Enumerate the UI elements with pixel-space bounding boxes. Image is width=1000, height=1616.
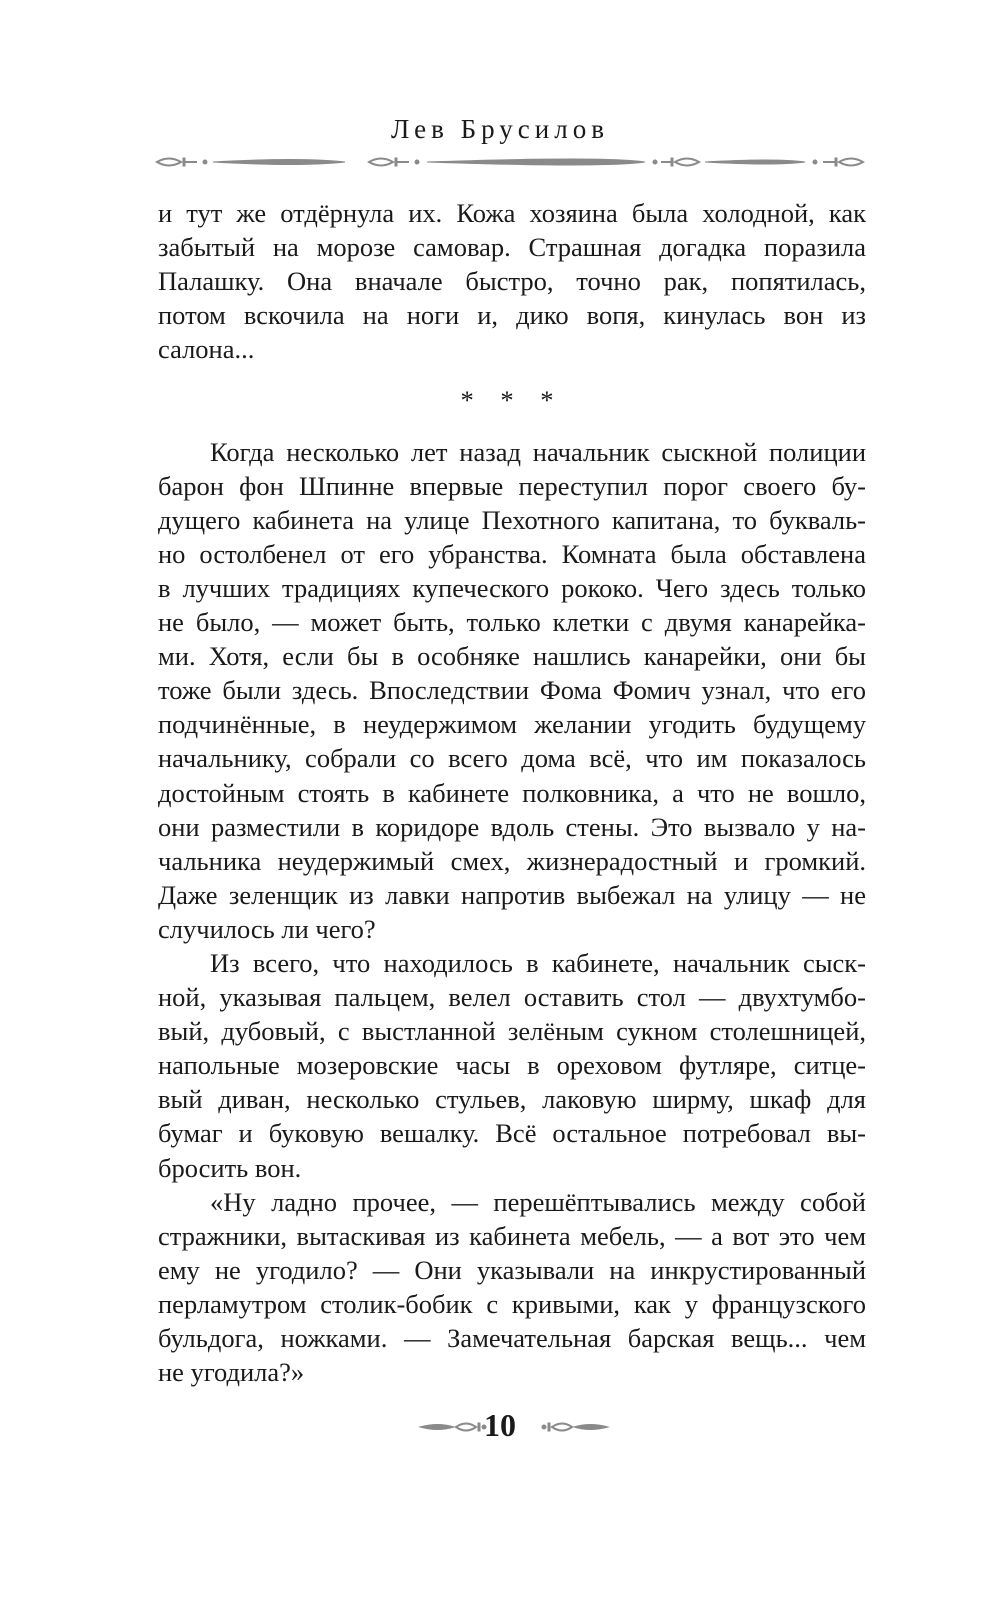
blank-line [158, 366, 866, 383]
text-line: не угодила?» [158, 1357, 305, 1388]
text-line: перламутром столик-бобик с кривыми, как у французского [158, 1288, 866, 1319]
text-line: тоже были здесь. Впоследствии Фома Фомич узнал, что его [158, 675, 866, 706]
text-line: ми. Хотя, если бы в особняке нашлись канарейки, они бы [158, 641, 866, 672]
text-line: забытый на морозе самовар. Страшная догадка поразила [158, 232, 866, 263]
page-footer [0, 1405, 1000, 1449]
text-line: Из всего, что находилось в кабинете, начальник сыск- [210, 947, 866, 978]
text-line: потом вскочила на ноги и, дико вопя, кинулась вон из [158, 300, 866, 331]
text-line: стражники, вытаскивая из кабинета мебель, — а вот это чем [158, 1220, 866, 1251]
text-line: вый диван, несколько стульев, лаковую ширму, шкаф для [158, 1084, 866, 1115]
text-line: барон фон Шпинне впервые переступил порог своего бу- [158, 470, 866, 501]
text-line: случилось ли чего? [158, 913, 376, 944]
text-line: достойным стоять в кабинете полковника, а что не вошло, [158, 777, 866, 808]
text-line: вый, дубовый, с выстланной зелёным сукном столешницей, [158, 1016, 866, 1047]
text-line: бульдога, ножками. — Замечательная барская вещь... чем [158, 1323, 866, 1353]
text-line: и тут же отдёрнула их. Кожа хозяина была холодной, как [158, 198, 866, 228]
text-line: но остолбенел от его убранства. Комната была обставлена [158, 538, 866, 569]
text-line: салона... [158, 334, 255, 365]
text-line: не было, — может быть, только клетки с двумя канарейка- [158, 607, 866, 638]
text-line: Даже зеленщик из лавки напротив выбежал на улицу — не [158, 879, 866, 910]
text-line: бумаг и буковую вешалку. Всё остальное потребовал вы- [158, 1118, 866, 1149]
text-line: напольные мозеровские часы в ореховом футляре, ситце- [158, 1050, 866, 1081]
header-ornament-divider [155, 152, 867, 172]
text-line: ему не угодило? — Они указывали на инкрустированный [158, 1254, 866, 1285]
text-line: «Ну ладно прочее, — перешёптывались между собой [210, 1186, 866, 1217]
text-line: бросить вон. [158, 1152, 302, 1183]
text-line: Палашку. Она вначале быстро, точно рак, попятилась, [158, 266, 866, 297]
text-line: дущего кабинета на улице Пехотного капитана, то букваль- [158, 504, 866, 535]
body-text [158, 196, 866, 1389]
text-line: чальника неудержимый смех, жизнерадостный и громкий. [158, 845, 866, 876]
page-number: 10 [484, 1407, 516, 1443]
blank-line [158, 418, 866, 435]
text-line: они разместили в коридоре вдоль стены. Это вызвало у на- [158, 811, 866, 842]
text-line: в лучших традициях купеческого рококо. Чего здесь только [158, 572, 866, 603]
running-header-author: Лев Брусилов [391, 114, 609, 144]
text-line: начальнику, собрали со всего дома всё, что им показалось [158, 743, 866, 774]
footer-ornament-right [540, 1417, 610, 1437]
section-break-stars: * * * [460, 385, 564, 416]
text-line: Когда несколько лет назад начальник сыскной полиции [210, 436, 866, 467]
text-line: подчинённые, в неудержимом желании угодить будущему [158, 709, 866, 740]
text-line: ной, указывая пальцем, велел оставить стол — двухтумбо- [158, 982, 866, 1013]
